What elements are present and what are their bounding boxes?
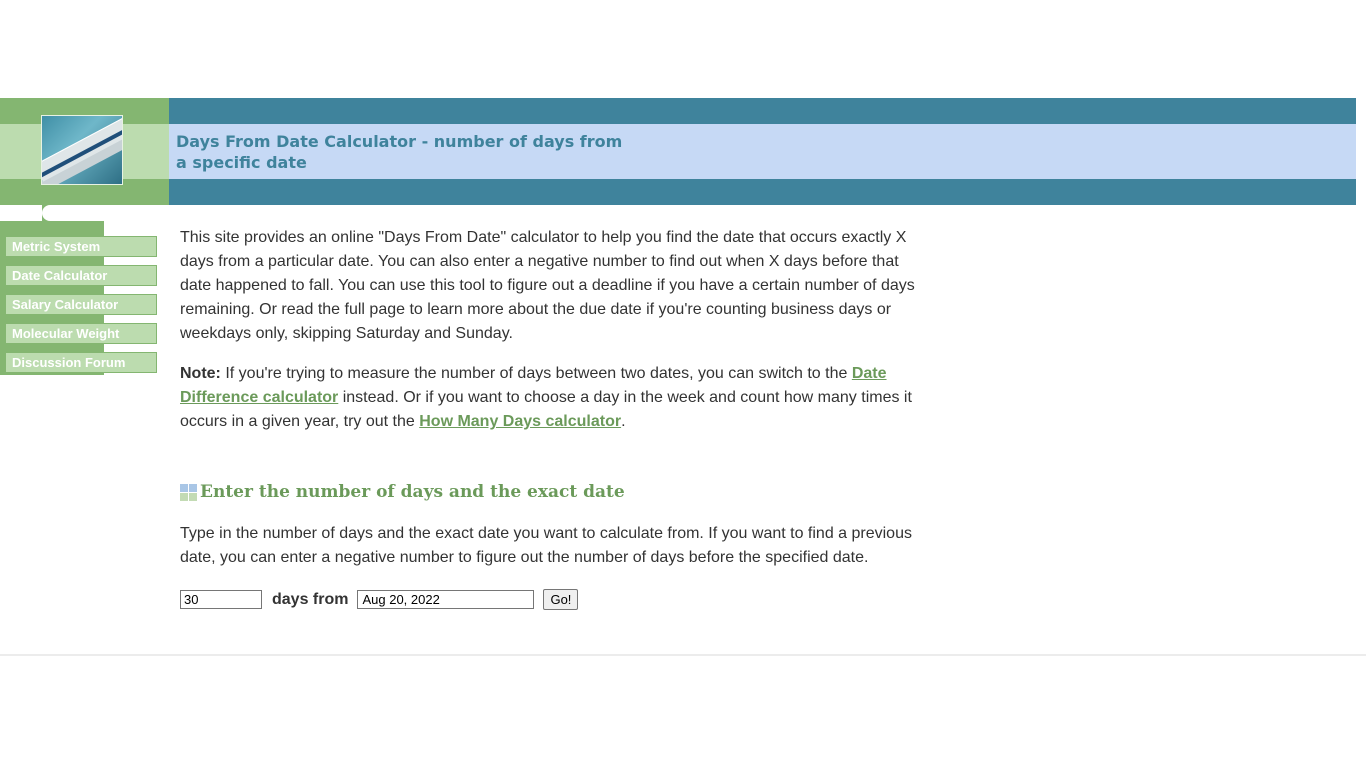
page-title: Days From Date Calculator - number of days from a specific date: [176, 132, 623, 172]
sidebar-item-metric-system[interactable]: [5, 236, 157, 257]
note-text-2: instead. Or if you want to choose a day in the week and count how many times it occurs in a given year, try out the: [180, 389, 912, 430]
intro-paragraph: This site provides an online "Days From Date" calculator to help you find the date that occurs exactly X days from a particular date. You can also enter a negative number to find out when X days before that date happened to fall. You can use this tool to figure out a deadline if you have a certain number of days remaining. Or read the full page to learn more about the due date if you're counting business days or weekdays only, skipping Saturday and Sunday.: [180, 229, 915, 342]
go-button[interactable]: Go!: [543, 589, 578, 610]
days-from-date-form: [180, 589, 578, 610]
sidebar-item-date-calculator[interactable]: [5, 265, 157, 286]
site-header: [0, 98, 1356, 205]
date-input[interactable]: [357, 590, 534, 609]
nav-link-discussion-forum[interactable]: Discussion Forum: [12, 355, 126, 370]
note-paragraph: [180, 362, 920, 434]
section-title: Enter the number of days and the exact date: [200, 482, 625, 502]
sidebar-nav: [5, 236, 157, 381]
section-description: Type in the number of days and the exact date you want to calculate from. If you want to find a previous date, you can enter a negative number to figure out the number of days before the specified date.: [180, 525, 912, 566]
nav-link-date-calculator[interactable]: Date Calculator: [12, 268, 108, 283]
nav-link-salary-calculator[interactable]: Salary Calculator: [12, 297, 119, 312]
section-heading: [180, 482, 625, 502]
nav-link-metric-system[interactable]: Metric System: [12, 239, 101, 254]
note-text-3: .: [621, 413, 626, 430]
sidebar-item-molecular-weight[interactable]: [5, 323, 157, 344]
date-difference-link[interactable]: Date Difference calculator: [180, 365, 887, 406]
how-many-days-link[interactable]: How Many Days calculator: [419, 413, 622, 430]
nav-link-molecular-weight[interactable]: Molecular Weight: [12, 326, 120, 341]
note-label: Note:: [180, 365, 221, 382]
footer-divider: [0, 654, 1366, 656]
grid-icon: [180, 484, 196, 500]
days-input[interactable]: [180, 590, 262, 609]
nav-curl-decoration: [42, 205, 104, 221]
sidebar-item-salary-calculator[interactable]: [5, 294, 157, 315]
sidebar-item-discussion-forum[interactable]: [5, 352, 157, 373]
note-text-1: If you're trying to measure the number of days between two dates, you can switch to the: [220, 365, 852, 382]
days-from-label: days from: [272, 590, 349, 608]
main-content: [180, 226, 920, 434]
ruler-thermometer-icon[interactable]: [41, 115, 123, 185]
